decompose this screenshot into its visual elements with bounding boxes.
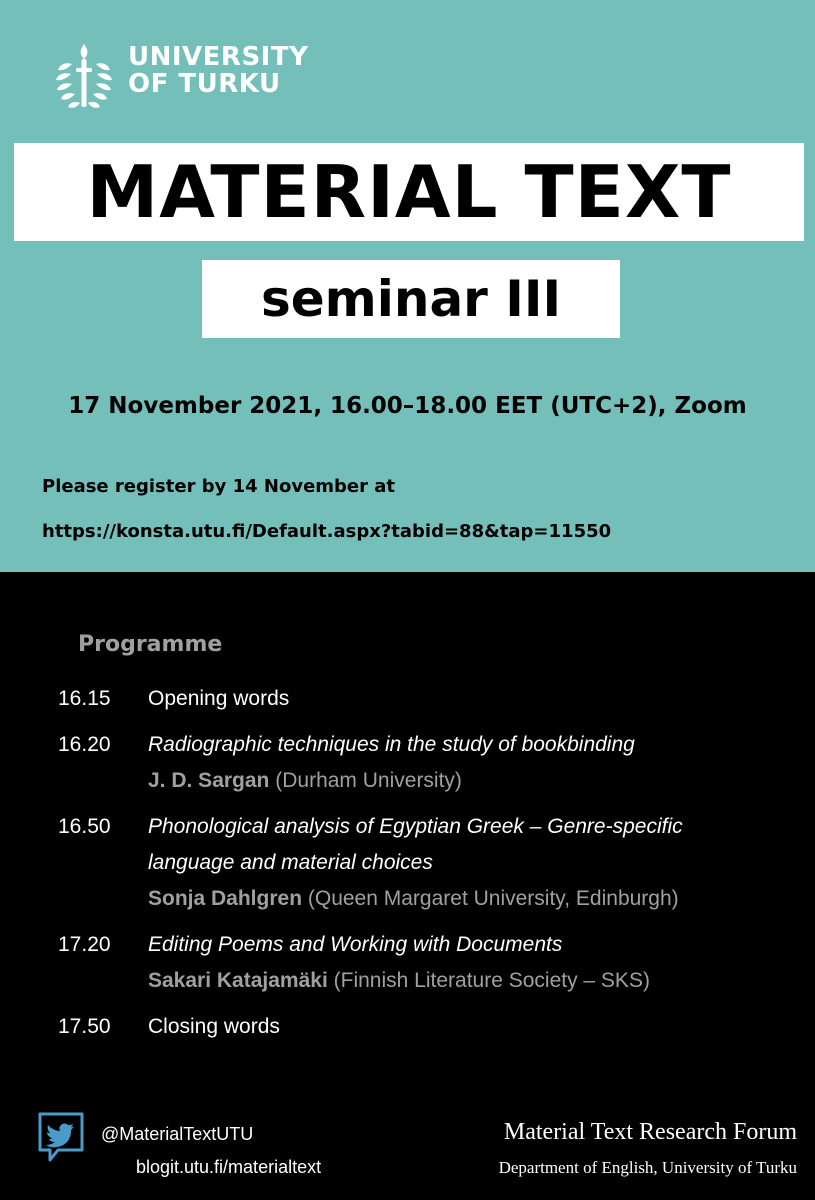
- programme-speaker-line: [148, 763, 788, 799]
- speaker-name: J. D. Sargan: [148, 769, 270, 792]
- university-name-line1: UNIVERSITY: [128, 42, 309, 72]
- programme-title-line2: language and material choices: [148, 851, 433, 874]
- header-panel: [0, 0, 815, 572]
- programme-title: Radiographic techniques in the study of bookbinding: [148, 733, 635, 756]
- register-text: Please register by 14 November at: [42, 476, 396, 497]
- university-name-line2: OF TURKU: [128, 69, 281, 99]
- subtitle-banner: [202, 260, 620, 338]
- twitter-link[interactable]: [38, 1112, 84, 1152]
- programme-time: 17.20: [58, 933, 111, 956]
- programme-speaker-line: [148, 881, 788, 917]
- speaker-name: Sonja Dahlgren: [148, 887, 303, 910]
- page-title: MATERIAL TEXT: [86, 150, 732, 234]
- department-name: Department of English, University of Turku: [498, 1158, 797, 1177]
- speaker-affiliation: (Finnish Literature Society – SKS): [333, 969, 650, 992]
- programme-time: 16.50: [58, 815, 111, 838]
- forum-name: Material Text Research Forum: [503, 1119, 797, 1145]
- programme-title: Opening words: [148, 687, 290, 710]
- blog-link[interactable]: blogit.utu.fi/materialtext: [136, 1157, 322, 1177]
- speaker-affiliation: (Durham University): [275, 769, 462, 792]
- programme-heading: Programme: [78, 632, 223, 657]
- twitter-handle[interactable]: @MaterialTextUTU: [101, 1124, 254, 1144]
- page-subtitle: seminar III: [260, 270, 562, 328]
- speaker-name: Sakari Katajamäki: [148, 969, 328, 992]
- title-banner: [14, 143, 804, 241]
- twitter-bird-icon: [38, 1112, 84, 1164]
- programme-title: Editing Poems and Working with Documents: [148, 933, 563, 956]
- programme-title: Phonological analysis of Egyptian Greek – Genre-specific: [148, 815, 683, 838]
- programme-time: 16.15: [58, 687, 111, 710]
- register-link[interactable]: https://konsta.utu.fi/Default.aspx?tabid=88&tap=11550: [42, 521, 612, 542]
- event-date: 17 November 2021, 16.00–18.00 EET (UTC+2), Zoom: [68, 393, 747, 419]
- programme-speaker-line: [148, 963, 788, 999]
- torch-laurel-icon: [52, 42, 116, 112]
- speaker-affiliation: (Queen Margaret University, Edinburgh): [307, 887, 679, 910]
- programme-time: 16.20: [58, 733, 111, 756]
- programme-title: Closing words: [148, 1015, 280, 1038]
- programme-time: 17.50: [58, 1015, 111, 1038]
- university-name: [128, 44, 308, 98]
- university-logo[interactable]: [52, 42, 309, 112]
